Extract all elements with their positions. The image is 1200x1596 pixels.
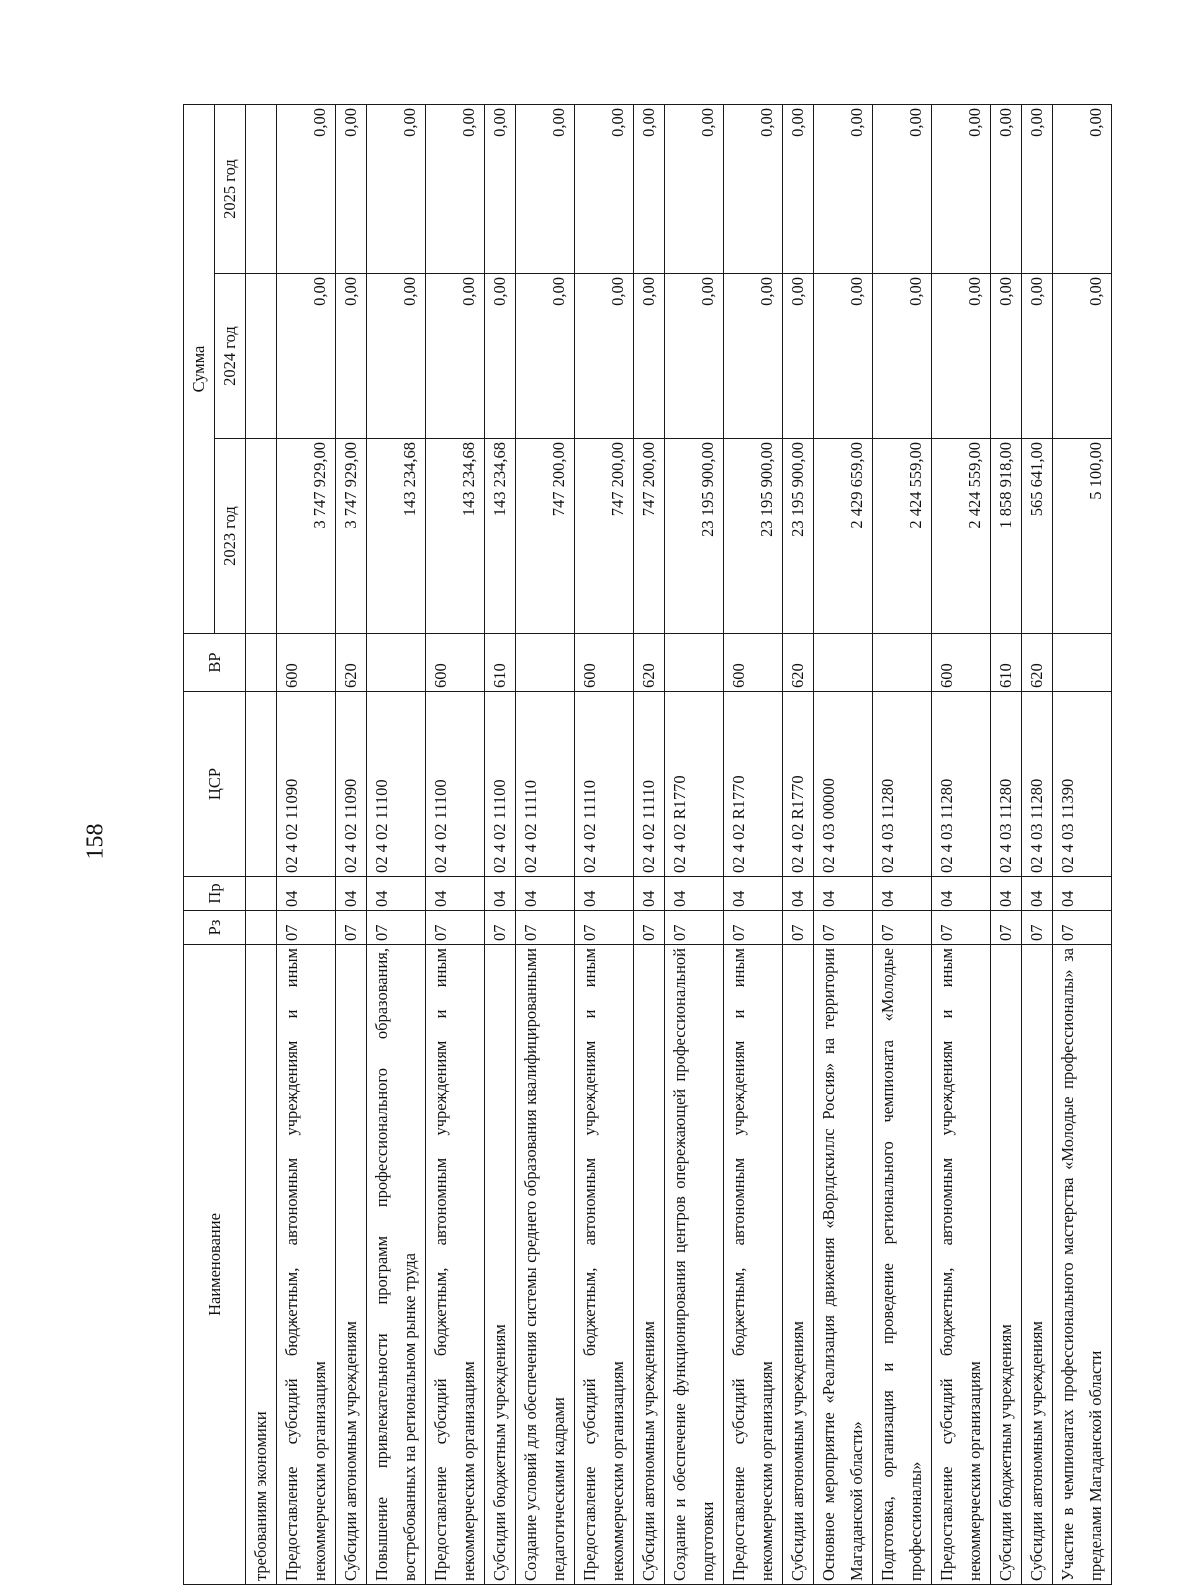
table-row [246, 104, 277, 1584]
row-csr: 02 4 03 11280 [932, 692, 991, 877]
row-name: Участие в чемпионатах профессионального мастерства «Молодые профессионалы» за пределами Магаданской области [1053, 945, 1112, 1585]
rotated-page-content [183, 105, 1103, 1585]
row-name: Субсидии автономным учреждениям [783, 945, 814, 1585]
row-csr: 02 4 02 11090 [277, 692, 336, 877]
header-2025: 2025 год [215, 104, 246, 273]
row-vr [246, 634, 277, 692]
row-vr: 610 [485, 634, 516, 692]
row-csr: 02 4 03 11280 [991, 692, 1022, 877]
row-2025: 0,00 [277, 104, 336, 273]
table-row [814, 104, 873, 1584]
row-vr: 620 [783, 634, 814, 692]
row-pr: 04 [277, 877, 336, 911]
row-2025: 0,00 [1053, 104, 1112, 273]
row-csr: 02 4 02 11110 [575, 692, 634, 877]
row-csr: 02 4 03 11280 [1022, 692, 1053, 877]
row-2024: 0,00 [277, 274, 336, 439]
row-2023: 747 200,00 [634, 439, 665, 634]
row-csr [246, 692, 277, 877]
table-row [783, 104, 814, 1584]
row-name: Субсидии бюджетным учреждениям [485, 945, 516, 1585]
row-name: Предоставление субсидий бюджетным, автономным учреждениям и иным некоммерческим организациям [426, 945, 485, 1585]
table-row [575, 104, 634, 1584]
row-2023: 2 424 559,00 [932, 439, 991, 634]
table-row [932, 104, 991, 1584]
row-pr: 04 [485, 877, 516, 911]
row-pr: 04 [724, 877, 783, 911]
row-name: требованиям экономики [246, 945, 277, 1585]
row-vr: 600 [932, 634, 991, 692]
row-rz [246, 911, 277, 945]
table-row [1053, 104, 1112, 1584]
page-number: 158 [82, 823, 109, 860]
row-pr: 04 [336, 877, 367, 911]
row-csr: 02 4 03 11280 [873, 692, 932, 877]
row-vr [665, 634, 724, 692]
table-row [1022, 104, 1053, 1584]
table-row [665, 104, 724, 1584]
row-rz: 07 [991, 911, 1022, 945]
row-2023: 3 747 929,00 [336, 439, 367, 634]
row-vr [367, 634, 426, 692]
row-name: Предоставление субсидий бюджетным, автономным учреждениям и иным некоммерческим организациям [724, 945, 783, 1585]
row-2024: 0,00 [426, 274, 485, 439]
row-rz: 07 [277, 911, 336, 945]
row-2023: 747 200,00 [516, 439, 575, 634]
row-csr: 02 4 02 11090 [336, 692, 367, 877]
row-csr: 02 4 02 R1770 [724, 692, 783, 877]
row-2024: 0,00 [724, 274, 783, 439]
row-name: Предоставление субсидий бюджетным, автономным учреждениям и иным некоммерческим организациям [277, 945, 336, 1585]
header-2023: 2023 год [215, 439, 246, 634]
row-2025: 0,00 [873, 104, 932, 273]
row-2024: 0,00 [634, 274, 665, 439]
row-2025: 0,00 [575, 104, 634, 273]
row-2025: 0,00 [634, 104, 665, 273]
row-2025: 0,00 [367, 104, 426, 273]
row-rz: 07 [873, 911, 932, 945]
row-2024: 0,00 [1022, 274, 1053, 439]
table-row [873, 104, 932, 1584]
row-rz: 07 [1022, 911, 1053, 945]
row-rz: 07 [575, 911, 634, 945]
row-2023: 23 195 900,00 [724, 439, 783, 634]
row-2023: 143 234,68 [367, 439, 426, 634]
row-csr: 02 4 02 11110 [516, 692, 575, 877]
row-2023: 143 234,68 [426, 439, 485, 634]
row-2025: 0,00 [336, 104, 367, 273]
header-vr: ВР [184, 634, 246, 692]
row-rz: 07 [724, 911, 783, 945]
row-pr: 04 [783, 877, 814, 911]
row-pr: 04 [575, 877, 634, 911]
row-2025: 0,00 [1022, 104, 1053, 273]
row-vr: 610 [991, 634, 1022, 692]
budget-table [183, 104, 1112, 1585]
row-2025: 0,00 [724, 104, 783, 273]
row-csr: 02 4 03 11390 [1053, 692, 1112, 877]
row-vr: 600 [724, 634, 783, 692]
row-pr: 04 [634, 877, 665, 911]
row-pr: 04 [426, 877, 485, 911]
row-vr [1053, 634, 1112, 692]
row-vr [814, 634, 873, 692]
row-name: Повышение привлекательности программ профессионального образования, востребованных на региональном рынке труда [367, 945, 426, 1585]
row-name: Субсидии автономным учреждениям [1022, 945, 1053, 1585]
row-pr: 04 [991, 877, 1022, 911]
row-rz: 07 [665, 911, 724, 945]
row-pr: 04 [873, 877, 932, 911]
row-vr: 620 [1022, 634, 1053, 692]
row-vr [873, 634, 932, 692]
row-2025: 0,00 [783, 104, 814, 273]
row-name: Создание условий для обеспечения системы среднего образования квалифицированными педагогическими кадрами [516, 945, 575, 1585]
row-2024: 0,00 [665, 274, 724, 439]
row-2023: 23 195 900,00 [783, 439, 814, 634]
row-rz: 07 [426, 911, 485, 945]
table-row [516, 104, 575, 1584]
table-row [277, 104, 336, 1584]
row-pr: 04 [1053, 877, 1112, 911]
row-2023: 3 747 929,00 [277, 439, 336, 634]
row-pr: 04 [516, 877, 575, 911]
row-2024: 0,00 [783, 274, 814, 439]
row-2025: 0,00 [665, 104, 724, 273]
row-csr: 02 4 02 11100 [485, 692, 516, 877]
row-2024: 0,00 [991, 274, 1022, 439]
row-pr: 04 [814, 877, 873, 911]
header-rz: Рз [184, 911, 246, 945]
row-2023: 143 234,68 [485, 439, 516, 634]
header-name: Наименование [184, 945, 246, 1585]
row-rz: 07 [516, 911, 575, 945]
row-vr: 600 [575, 634, 634, 692]
row-rz: 07 [485, 911, 516, 945]
row-csr: 02 4 03 00000 [814, 692, 873, 877]
row-2024: 0,00 [1053, 274, 1112, 439]
table-row [367, 104, 426, 1584]
row-name: Субсидии автономным учреждениям [336, 945, 367, 1585]
row-name: Основное мероприятие «Реализация движения «Ворлдскиллс Россия» на территории Магаданской области» [814, 945, 873, 1585]
row-pr: 04 [665, 877, 724, 911]
row-2023: 2 424 559,00 [873, 439, 932, 634]
table-row [991, 104, 1022, 1584]
row-2025 [246, 104, 277, 273]
row-name: Подготовка, организация и проведение регионального чемпионата «Молодые профессионалы» [873, 945, 932, 1585]
table-body [246, 104, 1112, 1584]
row-2024: 0,00 [516, 274, 575, 439]
row-rz: 07 [814, 911, 873, 945]
table-row [485, 104, 516, 1584]
row-2024: 0,00 [367, 274, 426, 439]
row-name: Субсидии автономным учреждениям [634, 945, 665, 1585]
row-2023 [246, 439, 277, 634]
row-vr: 620 [634, 634, 665, 692]
row-rz: 07 [367, 911, 426, 945]
row-2024: 0,00 [575, 274, 634, 439]
header-row-top [184, 104, 215, 1584]
header-sum: Сумма [184, 104, 215, 633]
row-2023: 2 429 659,00 [814, 439, 873, 634]
row-2024: 0,00 [336, 274, 367, 439]
row-csr: 02 4 02 11100 [367, 692, 426, 877]
row-2025: 0,00 [516, 104, 575, 273]
row-csr: 02 4 02 R1770 [665, 692, 724, 877]
row-2023: 747 200,00 [575, 439, 634, 634]
row-rz: 07 [1053, 911, 1112, 945]
row-2025: 0,00 [426, 104, 485, 273]
row-csr: 02 4 02 11100 [426, 692, 485, 877]
row-vr [516, 634, 575, 692]
row-2024 [246, 274, 277, 439]
row-name: Предоставление субсидий бюджетным, автономным учреждениям и иным некоммерческим организациям [932, 945, 991, 1585]
row-pr: 04 [367, 877, 426, 911]
row-2024: 0,00 [814, 274, 873, 439]
header-csr: ЦСР [184, 692, 246, 877]
row-rz: 07 [634, 911, 665, 945]
header-pr: Пр [184, 877, 246, 911]
header-2024: 2024 год [215, 274, 246, 439]
row-pr [246, 877, 277, 911]
row-2024: 0,00 [932, 274, 991, 439]
row-csr: 02 4 02 R1770 [783, 692, 814, 877]
row-pr: 04 [932, 877, 991, 911]
row-2025: 0,00 [932, 104, 991, 273]
row-pr: 04 [1022, 877, 1053, 911]
row-rz: 07 [932, 911, 991, 945]
row-2023: 23 195 900,00 [665, 439, 724, 634]
row-csr: 02 4 02 11110 [634, 692, 665, 877]
row-2023: 5 100,00 [1053, 439, 1112, 634]
table-row [336, 104, 367, 1584]
row-rz: 07 [336, 911, 367, 945]
row-2025: 0,00 [485, 104, 516, 273]
row-2023: 565 641,00 [1022, 439, 1053, 634]
row-vr: 600 [426, 634, 485, 692]
row-2025: 0,00 [814, 104, 873, 273]
row-name: Создание и обеспечение функционирования центров опережающей профессиональной подготовки [665, 945, 724, 1585]
table-row [724, 104, 783, 1584]
row-vr: 620 [336, 634, 367, 692]
table-row [426, 104, 485, 1584]
row-2025: 0,00 [991, 104, 1022, 273]
table-row [634, 104, 665, 1584]
row-2023: 1 858 918,00 [991, 439, 1022, 634]
row-vr: 600 [277, 634, 336, 692]
row-name: Субсидии бюджетным учреждениям [991, 945, 1022, 1585]
row-2024: 0,00 [485, 274, 516, 439]
row-2024: 0,00 [873, 274, 932, 439]
row-rz: 07 [783, 911, 814, 945]
row-name: Предоставление субсидий бюджетным, автономным учреждениям и иным некоммерческим организациям [575, 945, 634, 1585]
